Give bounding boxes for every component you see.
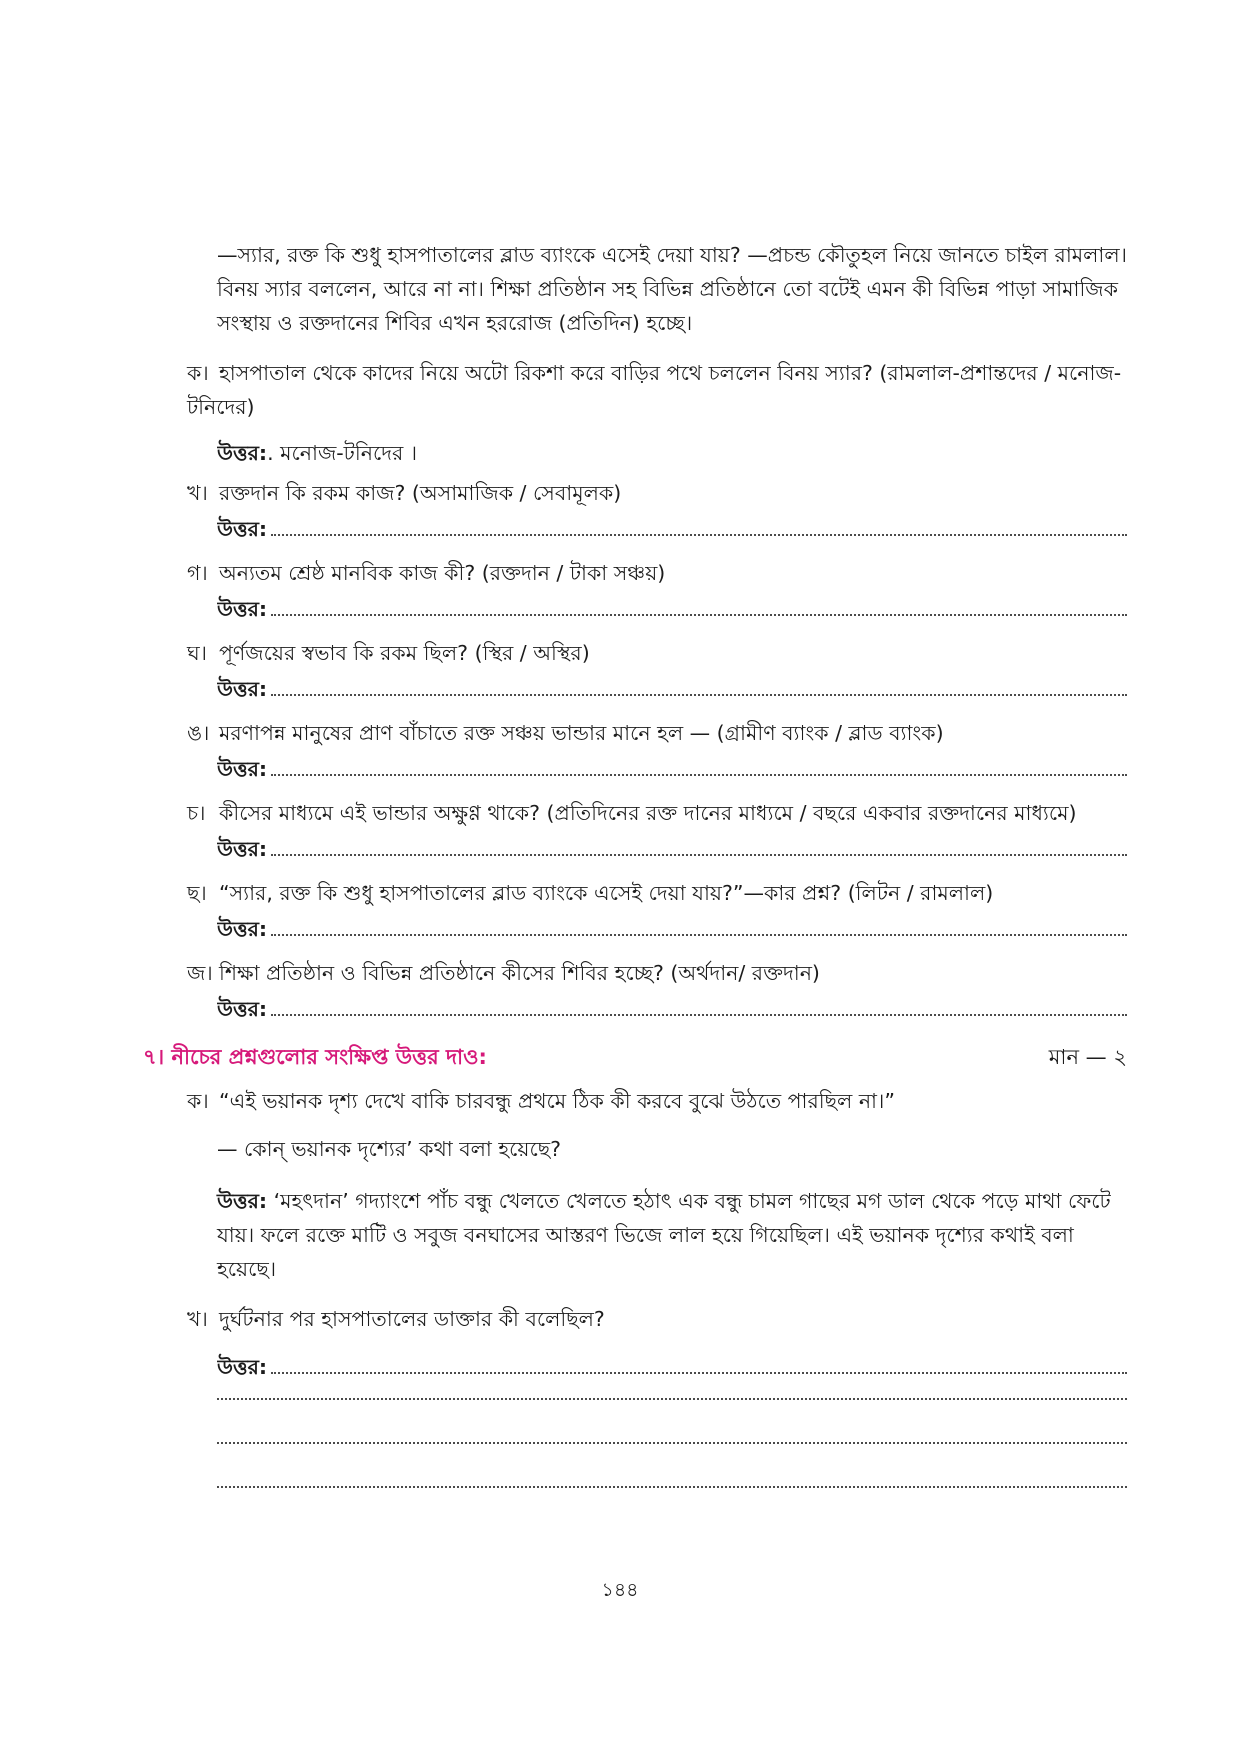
question-kha [187,476,1127,510]
answer-label: উত্তর: [217,757,268,781]
question-text: রক্তদান কি রকম কাজ? (অসামাজিক / সেবামূলক) [219,481,622,505]
question-ja [187,956,1127,990]
question-ga [187,556,1127,590]
answer-label: উত্তর: [217,997,268,1021]
answer-label: উত্তর: [217,597,268,621]
answer-7-ka-line-1 [217,1184,1127,1218]
answer-field-7-kha[interactable] [217,1350,1127,1384]
question-text: অন্যতম শ্রেষ্ঠ মানবিক কাজ কী? (রক্তদান / টাকা সঞ্চয়) [219,561,666,585]
answer-label: উত্তর: [217,917,268,941]
page-number: ১৪৪ [601,1579,639,1601]
answer-dotted-line[interactable] [217,1440,1127,1444]
answer-field-gha[interactable] [217,672,1127,706]
question-ka [187,356,1127,424]
question-text: কীসের মাধ্যমে এই ভান্ডার অক্ষুণ্ণ থাকে? (প্রতিদিনের রক্ত দানের মাধ্যমে / বছরে একবার রক্তদানের মাধ্যমে) [219,801,1077,825]
question-marker: জ। [187,961,213,985]
marks-label: মান — ২ [1048,1045,1127,1069]
question-marker: খ। [187,1307,208,1331]
answer-dotted-line[interactable] [271,672,1127,696]
question-marker: ঘ। [187,641,207,665]
answer-field-ga[interactable] [217,592,1127,626]
answer-dotted-line[interactable] [271,592,1127,616]
question-7-ka-sub: — কোন্ ভয়ানক দৃশ্যের’ কথা বলা হয়েছে? [217,1137,562,1161]
answer-dotted-line[interactable] [217,1484,1127,1488]
answer-dotted-line[interactable] [217,1396,1127,1400]
answer-label: উত্তর: [217,441,268,465]
answer-7-ka-line-3: হয়েছে। [217,1257,277,1281]
question-marker: খ। [187,481,208,505]
question-text: পূর্ণজয়ের স্বভাব কি রকম ছিল? (স্থির / অস্থির) [219,641,590,665]
intro-line-1: —স্যার, রক্ত কি শুধু হাসপাতালের ব্লাড ব্যাংকে এসেই দেয়া যায়? —প্রচন্ড কৌতুহল নিয়ে জানতে চাইল রামলাল। [217,243,1127,267]
answer-dotted-line[interactable] [271,992,1127,1016]
answer-label: উত্তর: [217,517,268,541]
answer-dotted-line[interactable] [271,512,1127,536]
answer-label: উত্তর: [217,1355,268,1379]
answer-dotted-line[interactable] [271,912,1127,936]
intro-line-2: বিনয় স্যার বললেন, আরে না না। শিক্ষা প্রতিষ্ঠান সহ বিভিন্ন প্রতিষ্ঠানে তো বটেই এমন কী বিভিন্ন পাড়া সামাজিক [217,277,1118,301]
question-gha [187,636,1127,670]
question-text: হাসপাতাল থেকে কাদের নিয়ে অটো রিকশা করে বাড়ির পথে চললেন বিনয় স্যার? (রামলাল-প্রশান্তদের / মনোজ-টনিদের) [187,361,1122,419]
question-text: দুর্ঘটনার পর হাসপাতালের ডাক্তার কী বলেছিল? [219,1307,605,1331]
intro-line-3: সংস্থায় ও রক্তদানের শিবির এখন হররোজ (প্রতিদিন) হচ্ছে। [217,311,693,335]
section-heading: ৭। নীচের প্রশ্নগুলোর সংক্ষিপ্ত উত্তর দাও: [143,1045,487,1069]
answer-dotted-line[interactable] [271,1350,1127,1374]
answer-label: উত্তর: [217,1189,268,1213]
question-marker: ক। [187,361,209,385]
question-text: শিক্ষা প্রতিষ্ঠান ও বিভিন্ন প্রতিষ্ঠানে কীসের শিবির হচ্ছে? (অর্থদান/ রক্তদান) [219,961,820,985]
answer-dotted-line[interactable] [271,752,1127,776]
answer-text: ‘মহৎদান’ গদ্যাংশে পাঁচ বন্ধু খেলতে খেলতে হঠাৎ এক বন্ধু চামল গাছের মগ ডাল থেকে পড়ে মাথা ফেটে [267,1189,1111,1213]
question-umo [187,716,1127,750]
answer-field-ja[interactable] [217,992,1127,1026]
question-text: “স্যার, রক্ত কি শুধু হাসপাতালের ব্লাড ব্যাংকে এসেই দেয়া যায়?”—কার প্রশ্ন? (লিটন / রামলাল) [219,881,994,905]
answer-label: উত্তর: [217,837,268,861]
question-7-kha [187,1302,1127,1336]
question-text: মরণাপন্ন মানুষের প্রাণ বাঁচাতে রক্ত সঞ্চয় ভান্ডার মানে হল — (গ্রামীণ ব্যাংক / ব্লাড ব্যাংক) [219,721,944,745]
question-quote: “এই ভয়ানক দৃশ্য দেখে বাকি চারবন্ধু প্রথমে ঠিক কী করবে বুঝে উঠতে পারছিল না।” [219,1089,895,1113]
answer-field-umo[interactable] [217,752,1127,786]
question-marker: গ। [187,561,208,585]
question-marker: চ। [187,801,206,825]
answer-field-chha[interactable] [217,912,1127,946]
question-marker: ঙ। [187,721,210,745]
answer-7-ka-line-2: যায়। ফলে রক্তে মাটি ও সবুজ বনঘাসের আস্তরণ ভিজে লাল হয়ে গিয়েছিল। এই ভয়ানক দৃশ্যের কথাই বলা [217,1223,1074,1247]
question-cha [187,796,1127,830]
section-7-header [143,1040,1127,1074]
answer-field-kha[interactable] [217,512,1127,546]
question-marker: ছ। [187,881,207,905]
answer-dotted-line[interactable] [271,832,1127,856]
answer-text: . মনোজ-টনিদের । [267,441,418,465]
question-7-ka [187,1084,1127,1118]
answer-ka [217,436,1127,470]
answer-field-cha[interactable] [217,832,1127,866]
answer-label: উত্তর: [217,677,268,701]
question-marker: ক। [187,1089,209,1113]
question-chha [187,876,1127,910]
